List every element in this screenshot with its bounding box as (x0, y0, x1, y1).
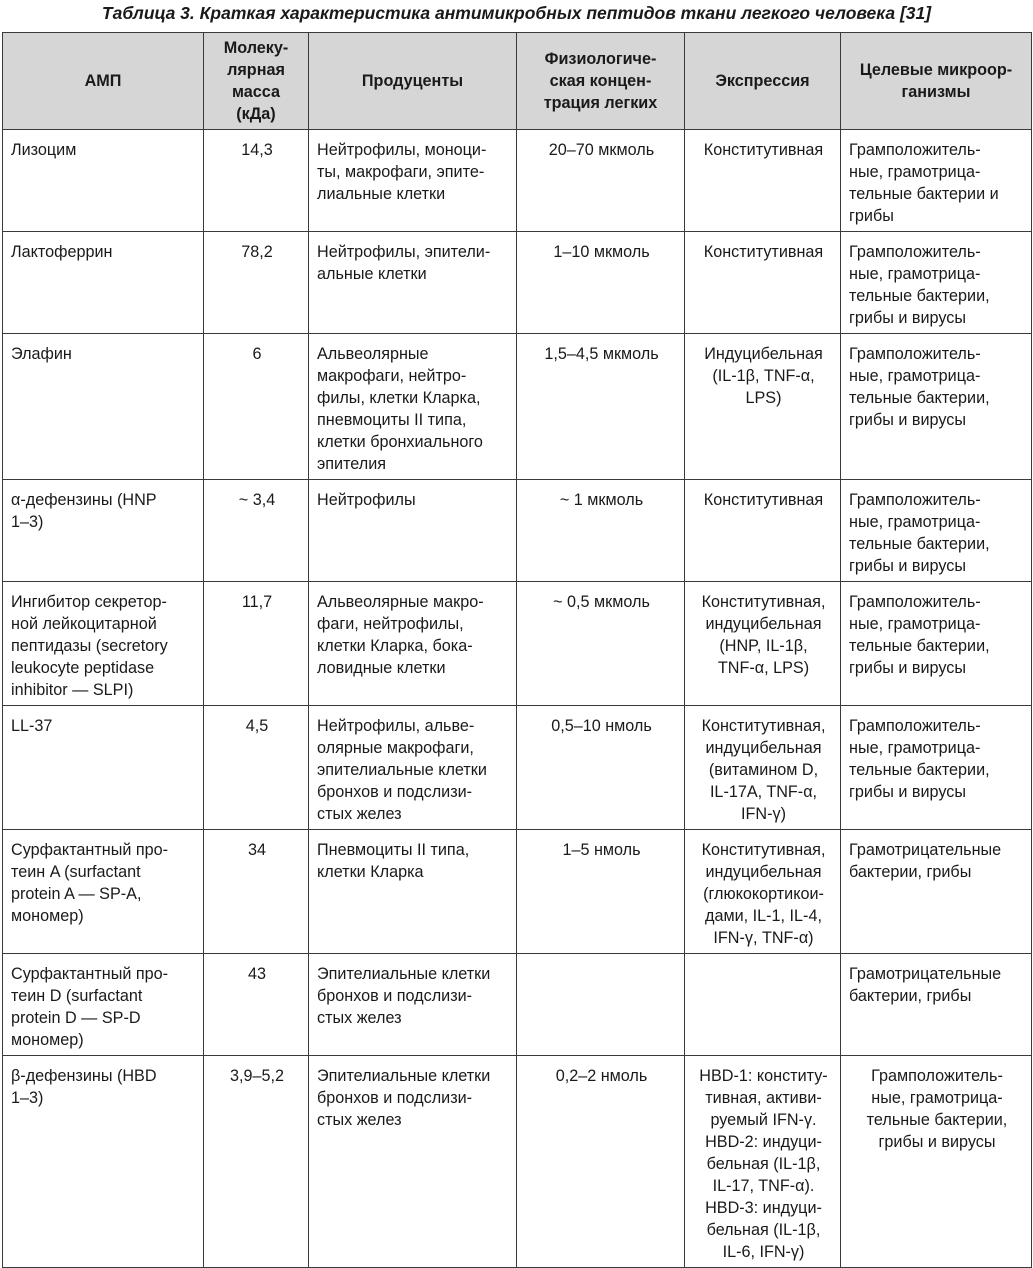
cell-producers (309, 1056, 517, 1268)
text-line: бельная (IL-1β, (706, 1221, 821, 1239)
text-line: Конститутивная, (701, 717, 826, 735)
cell-producers (309, 232, 517, 334)
text-line: грибы (849, 207, 894, 225)
text-line: ~ 1 мкмоль (559, 491, 644, 509)
cell-concentration (517, 232, 685, 334)
text-line: Грамположитель- (849, 243, 981, 261)
text-line: ные, грамотрица- (849, 265, 981, 283)
text-line: ные, грамотрица- (849, 513, 981, 531)
text-line: 14,3 (241, 141, 273, 159)
text-line: тельные бактерии, (849, 389, 990, 407)
text-line: 4,5 (245, 717, 269, 735)
cell-targets (841, 830, 1032, 954)
header-concentration (517, 33, 685, 130)
text-line: стых желез (317, 1009, 402, 1027)
text-line: ская концен- (549, 72, 652, 90)
text-line: лярная (227, 61, 285, 79)
text-line: лиальные клетки (317, 185, 446, 203)
text-line: Грамотрицательные (849, 841, 1002, 859)
table-row (3, 1056, 1032, 1268)
cell-amp (3, 1056, 204, 1268)
text-line: Грамположитель- (849, 593, 981, 611)
text-line: клетки бронхиального (317, 433, 483, 451)
cell-expression (685, 954, 841, 1056)
text-line: тельные бактерии, (849, 287, 990, 305)
table-row (3, 830, 1032, 954)
text-line: эпителия (317, 455, 387, 473)
text-line: 11,7 (241, 593, 273, 611)
text-line: Конститутивная, (701, 593, 826, 611)
cell-targets (841, 1056, 1032, 1268)
text-line: пневмоциты II типа, (317, 411, 467, 429)
cell-mass (204, 582, 309, 706)
header-amp (3, 33, 204, 130)
text-line: HBD-2: индуци- (705, 1133, 822, 1151)
cell-mass (204, 130, 309, 232)
cell-amp (3, 130, 204, 232)
cell-concentration (517, 706, 685, 830)
text-line: HBD-1: конститу- (699, 1067, 828, 1085)
text-line: α-дефензины (HNP (11, 491, 157, 509)
cell-concentration (517, 1056, 685, 1268)
cell-amp (3, 706, 204, 830)
text-line: ные, грамотрица- (849, 163, 981, 181)
table-row (3, 334, 1032, 480)
text-line: Грамположитель- (849, 141, 981, 159)
text-line: пептидазы (secretory (11, 637, 168, 655)
text-line: 78,2 (241, 243, 273, 261)
text-line: IFN-γ, TNF-α) (713, 929, 814, 947)
text-line: индуцибельная (705, 863, 822, 881)
text-line: теин D (surfactant (11, 987, 143, 1005)
text-line: 0,2–2 нмоль (555, 1067, 648, 1085)
text-line: масса (232, 83, 280, 101)
text-line: бельная (IL-1β, (706, 1155, 821, 1173)
text-line: бактерии, грибы (849, 987, 972, 1005)
text-line: ной лейкоцитарной (11, 615, 157, 633)
cell-targets (841, 232, 1032, 334)
text-line: Грамположитель- (871, 1067, 1003, 1085)
text-line: Экспрессия (715, 72, 810, 90)
text-line: Целевые микроор- (859, 61, 1013, 79)
cell-mass (204, 954, 309, 1056)
text-line: стых желез (317, 1111, 402, 1129)
text-line: Альвеолярные макро- (317, 593, 484, 611)
cell-targets (841, 130, 1032, 232)
text-line: трация легких (543, 94, 658, 112)
text-line: LPS) (745, 389, 782, 407)
cell-concentration (517, 830, 685, 954)
text-line: Грамположитель- (849, 345, 981, 363)
text-line: мономер) (11, 907, 84, 925)
text-line: Продуценты (361, 72, 464, 90)
text-line: стых желез (317, 805, 402, 823)
text-line: ~ 0,5 мкмоль (553, 593, 650, 611)
cell-concentration (517, 334, 685, 480)
text-line: клетки Кларка, бока- (317, 637, 473, 655)
text-line: грибы и вирусы (849, 309, 966, 327)
text-line: 1–5 нмоль (562, 841, 641, 859)
text-line: тельные бактерии, (866, 1111, 1008, 1129)
text-line: 1–10 мкмоль (553, 243, 650, 261)
cell-expression (685, 582, 841, 706)
cell-amp (3, 830, 204, 954)
cell-amp (3, 582, 204, 706)
text-line: Индуцибельная (704, 345, 823, 363)
text-line: Конститутивная (703, 491, 824, 509)
text-line: бронхов и подслизи- (317, 783, 473, 801)
text-line: грибы и вирусы (849, 783, 966, 801)
text-line: тельные бактерии, (849, 761, 990, 779)
text-line: Молеку- (223, 39, 289, 57)
text-line: тельные бактерии и (849, 185, 999, 203)
text-line: β-дефензины (HBD (11, 1067, 157, 1085)
text-line: IL-17A, TNF-α, (709, 783, 818, 801)
table-row (3, 480, 1032, 582)
text-line: фаги, нейтрофилы, (317, 615, 464, 633)
text-line: (HNP, IL-1β, (719, 637, 808, 655)
text-line: дами, IL-1, IL-4, (705, 907, 822, 925)
text-line: теин A (surfactant (11, 863, 141, 881)
cell-targets (841, 954, 1032, 1056)
text-line: бронхов и подслизи- (317, 987, 473, 1005)
cell-concentration (517, 480, 685, 582)
table-row (3, 130, 1032, 232)
text-line: олярные макрофаги, (317, 739, 474, 757)
text-line: (IL-1β, TNF-α, (712, 367, 815, 385)
text-line: (витамином D, (708, 761, 819, 779)
text-line: филы, клетки Кларка, (317, 389, 481, 407)
cell-mass (204, 830, 309, 954)
text-line: эпителиальные клетки (317, 761, 487, 779)
cell-expression (685, 130, 841, 232)
text-line: тельные бактерии, (849, 637, 990, 655)
cell-concentration (517, 582, 685, 706)
text-line: LL-37 (11, 717, 53, 735)
cell-targets (841, 480, 1032, 582)
text-line: Сурфактантный про- (11, 965, 169, 983)
text-line: 6 (252, 345, 262, 363)
cell-producers (309, 130, 517, 232)
cell-mass (204, 334, 309, 480)
text-line: Ингибитор секретор- (11, 593, 167, 611)
header-row (3, 33, 1032, 130)
text-line: тельные бактерии, (849, 535, 990, 553)
cell-expression (685, 334, 841, 480)
cell-mass (204, 1056, 309, 1268)
cell-expression (685, 1056, 841, 1268)
text-line: Нейтрофилы (317, 491, 416, 509)
text-line: Конститутивная (703, 141, 824, 159)
text-line: Пневмоциты II типа, (317, 841, 470, 859)
text-line: бронхов и подслизи- (317, 1089, 473, 1107)
text-line: 3,9–5,2 (229, 1067, 284, 1085)
text-line: Альвеолярные (317, 345, 429, 363)
header-expression (685, 33, 841, 130)
table-row (3, 706, 1032, 830)
text-line: 34 (247, 841, 266, 859)
text-line: грибы и вирусы (849, 411, 966, 429)
amp-table (2, 32, 1032, 1268)
text-line: грибы и вирусы (878, 1133, 996, 1151)
text-line: IL-6, IFN-γ) (722, 1243, 805, 1261)
header-target-organisms (841, 33, 1032, 130)
cell-producers (309, 334, 517, 480)
text-line: HBD-3: индуци- (705, 1199, 822, 1217)
cell-producers (309, 480, 517, 582)
cell-expression (685, 706, 841, 830)
header-molecular-mass (204, 33, 309, 130)
text-line: ~ 3,4 (238, 491, 276, 509)
text-line: альные клетки (317, 265, 427, 283)
text-line: Нейтрофилы, моноци- (317, 141, 487, 159)
cell-producers (309, 706, 517, 830)
text-line: ловидные клетки (317, 659, 446, 677)
text-line: 1–3) (11, 513, 44, 531)
cell-expression (685, 232, 841, 334)
text-line: 43 (247, 965, 266, 983)
text-line: мономер) (11, 1031, 84, 1049)
text-line: 1–3) (11, 1089, 44, 1107)
text-line: 1,5–4,5 мкмоль (544, 345, 659, 363)
text-line: ные, грамотрица- (849, 739, 981, 757)
text-line: Нейтрофилы, альве- (317, 717, 475, 735)
text-line: Эпителиальные клетки (317, 1067, 491, 1085)
text-line: Грамположитель- (849, 717, 981, 735)
text-line: Лактоферрин (11, 243, 113, 261)
table-caption: Таблица 3. Краткая характеристика антимикробных пептидов ткани легкого человека [31] (101, 3, 932, 23)
text-line: Конститутивная (703, 243, 824, 261)
text-line: ные, грамотрица- (871, 1089, 1003, 1107)
text-line: (кДа) (236, 105, 276, 123)
text-line: Грамположитель- (849, 491, 981, 509)
text-line: Конститутивная, (701, 841, 826, 859)
table-row (3, 232, 1032, 334)
cell-expression (685, 830, 841, 954)
cell-producers (309, 582, 517, 706)
text-line: TNF-α, LPS) (717, 659, 810, 677)
cell-mass (204, 706, 309, 830)
cell-concentration (517, 130, 685, 232)
text-line: Нейтрофилы, эпители- (317, 243, 491, 261)
text-line: protein A — SP-A, (11, 885, 142, 903)
text-line: leukocyte peptidase (11, 659, 155, 677)
text-line: 20–70 мкмоль (548, 141, 655, 159)
text-line: индуцибельная (705, 739, 822, 757)
text-line: IL-17, TNF-α). (712, 1177, 815, 1195)
cell-targets (841, 582, 1032, 706)
cell-concentration (517, 954, 685, 1056)
text-line: ные, грамотрица- (849, 367, 981, 385)
text-line: protein D — SP-D (11, 1009, 141, 1027)
text-line: (глюкокортикои- (703, 885, 824, 903)
text-line: ты, макрофаги, эпите- (317, 163, 485, 181)
text-line: макрофаги, нейтро- (317, 367, 467, 385)
cell-mass (204, 232, 309, 334)
table-row (3, 954, 1032, 1056)
header-producers (309, 33, 517, 130)
text-line: тивная, активи- (705, 1089, 822, 1107)
text-line: грибы и вирусы (849, 659, 966, 677)
text-line: Физиологиче- (544, 50, 657, 68)
cell-expression (685, 480, 841, 582)
cell-producers (309, 954, 517, 1056)
cell-amp (3, 480, 204, 582)
text-line: руемый IFN-γ. (710, 1111, 817, 1129)
text-line: inhibitor — SLPI) (11, 681, 134, 699)
text-line: грибы и вирусы (849, 557, 966, 575)
text-line: индуцибельная (705, 615, 822, 633)
cell-amp (3, 334, 204, 480)
text-line: Грамотрицательные (849, 965, 1002, 983)
cell-targets (841, 706, 1032, 830)
cell-mass (204, 480, 309, 582)
cell-targets (841, 334, 1032, 480)
text-line: ные, грамотрица- (849, 615, 981, 633)
cell-amp (3, 954, 204, 1056)
text-line: Сурфактантный про- (11, 841, 169, 859)
text-line: ганизмы (901, 83, 971, 101)
text-line: IFN-γ) (741, 805, 786, 823)
table-row (3, 582, 1032, 706)
text-line: АМП (84, 72, 122, 90)
cell-amp (3, 232, 204, 334)
text-line: бактерии, грибы (849, 863, 972, 881)
text-line: клетки Кларка (317, 863, 424, 881)
text-line: 0,5–10 нмоль (551, 717, 652, 735)
text-line: Элафин (11, 345, 72, 363)
cell-producers (309, 830, 517, 954)
text-line: Лизоцим (11, 141, 77, 159)
text-line: Эпителиальные клетки (317, 965, 491, 983)
